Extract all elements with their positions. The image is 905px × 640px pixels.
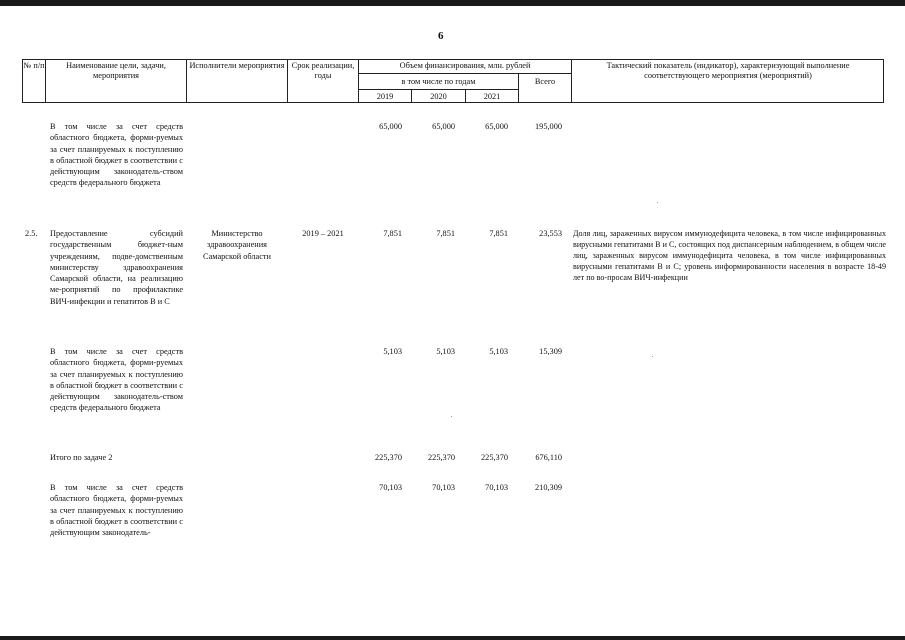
header-by-years: в том числе по годам [401, 77, 476, 86]
row-value-2019: 225,370 [375, 453, 402, 462]
header-divider [186, 59, 187, 103]
scan-speck [652, 356, 653, 357]
header-divider [287, 59, 288, 103]
row-value-2021: 65,000 [485, 122, 508, 131]
header-year-2020: 2020 [430, 92, 447, 101]
row-name: В том числе за счет средств областного бюджета, форми-руемых за счет планируемых к поступлению в областной бюджет в соответствии с действующим законодатель-ством средств федерального бюджета [50, 347, 183, 413]
row-value-2020: 70,103 [432, 483, 455, 492]
row-value-2019: 7,851 [383, 229, 402, 238]
header-divider [518, 73, 519, 103]
row-name: В том числе за счет средств областного бюджета, форми-руемых за счет планируемых к поступлению в областной бюджет в соответствии с действующим законодатель-ством средств федерального бюджета [50, 122, 183, 188]
row-total: 210,309 [535, 483, 562, 492]
row-total: 23,553 [539, 229, 562, 238]
row-value-2019: 70,103 [379, 483, 402, 492]
row-value-2020: 5,103 [436, 347, 455, 356]
row-total: 15,309 [539, 347, 562, 356]
header-year-2021: 2021 [483, 92, 501, 101]
row-total: 195,000 [535, 122, 562, 131]
header-finance: Объем финансирования, млн. рублей [399, 61, 531, 70]
header-name: Наименование цели, задачи, мероприятия [66, 61, 166, 80]
row-value-2021: 5,103 [489, 347, 508, 356]
header-indicator: Тактический показатель (индикатор), характеризующий выполнение соответствующего мероприятия (мероприятий) [606, 61, 850, 80]
header-year-2019: 2019 [376, 92, 394, 101]
header-term: Срок реализации, годы [291, 61, 355, 80]
row-name: В том числе за счет средств областного бюджета, форми-руемых за счет планируемых к поступлению в областной бюджет в соответствии с действующим законодатель- [50, 483, 183, 538]
row-executors: Министерство здравоохранения Самарской области [203, 229, 271, 261]
row-indicator: Доля лиц, зараженных вирусом иммунодефицита человека, в том числе инфицированных вирусными гепатитами В и С, состоящих под диспансерным наблюдением, в общем числе лиц, зараженных вирусом иммунодефицита человека, в том числе инфицированных вирусными гепатитами В и С; уровень информированности населения в возрасте 18-49 лет по во-просам ВИЧ-инфекции [573, 229, 886, 283]
header-divider [358, 89, 518, 90]
header-divider [358, 73, 571, 74]
row-value-2020: 225,370 [428, 453, 455, 462]
page-number: 6 [438, 30, 444, 42]
scan-speck [451, 416, 452, 417]
row-value-2020: 65,000 [432, 122, 455, 131]
header-total: Всего [534, 77, 556, 86]
row-name: Предоставление субсидий государственным бюджет-ным учреждениям, подве-домственным министерству здравоохранения Самарской области, на реализацию ме-роприятий по профилактике ВИЧ-инфекции и гепатитов В и С [50, 229, 183, 306]
header-divider [45, 59, 46, 103]
row-value-2019: 65,000 [379, 122, 402, 131]
row-value-2019: 5,103 [383, 347, 402, 356]
row-term: 2019 – 2021 [302, 229, 344, 238]
row-value-2021: 225,370 [481, 453, 508, 462]
row-total: 676,110 [535, 453, 562, 462]
top-scan-border [0, 0, 905, 6]
row-value-2020: 7,851 [436, 229, 455, 238]
row-value-2021: 70,103 [485, 483, 508, 492]
scan-speck [657, 202, 658, 203]
row-name: Итого по задаче 2 [50, 453, 113, 462]
header-executors: Исполнители мероприятия [189, 61, 285, 70]
row-value-2021: 7,851 [489, 229, 508, 238]
header-divider [571, 59, 572, 103]
header-no: № п/п [23, 61, 45, 70]
row-number: 2.5. [25, 229, 38, 238]
bottom-scan-border [0, 636, 905, 640]
